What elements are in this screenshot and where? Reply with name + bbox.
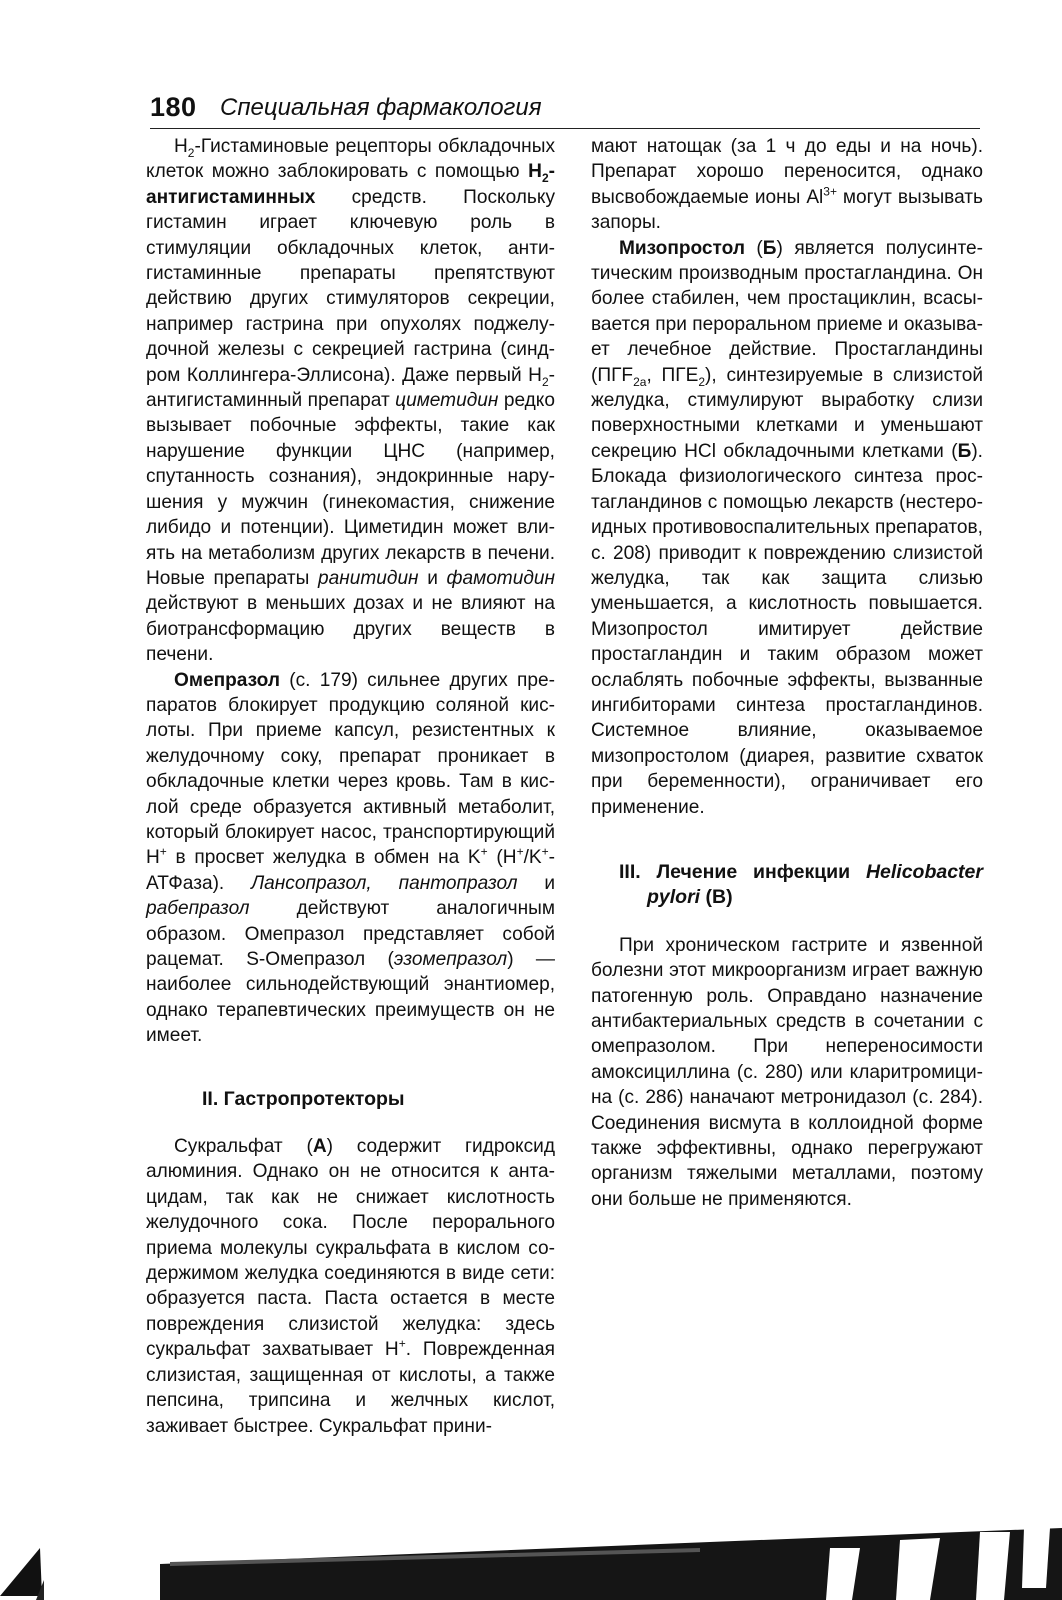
- paragraph-sucralfate-continued: мают натощак (за 1 ч до еды и на ночь). Препарат хорошо переносится, однако высвобождаемые ионы $Al^{3+}$ могут вызывать запоры.: [591, 136, 983, 234]
- section-heading-helicobacter: III. Лечение инфекции Helicobacter pylori (В): [619, 860, 983, 909]
- page-number: 180: [150, 92, 197, 122]
- left-column: [146, 134, 555, 1439]
- page-header: [150, 88, 980, 129]
- paragraph-misoprostol: Мизопростол (Б) является полусинтетическим производным простагландина. Он более стабилен, чем простациклин, всасывается при пероральном приеме и оказывает лечебное действие. Простагландины ($ПГF_{2a}$, $ПГЕ_2$), синтезируемые в слизистой желудка, стимулируют выработку слизи поверхностными клетками и уменьшают секрецию HCl обкладочными клетками (Б). Блокада физиологического синтеза простагландинов с помощью лекарств (нестероидных противовоспалительных препаратов, с. 208) приводит к повреждению слизистой желудка, так как защита слизью уменьшается, а кислотность повышается. Мизопростол имитирует действие простагландин и таким образом может ослаблять побочные эффекты, вызванные ингибиторами синтеза простагландинов. Системное влияние, оказываемое мизопростолом (диарея, развитие схваток при беременности), ограничивает его применение.: [591, 237, 983, 818]
- running-title: Специальная фармакология: [220, 94, 542, 121]
- scan-edge-artifact: [0, 1488, 1062, 1600]
- section-heading-gastroprotectors: II. Гастропротекторы: [202, 1087, 405, 1110]
- paragraph-helicobacter-treatment: При хроническом гастрите и язвенной болезни этот микроорганизм играет важную патогенную роль. Оправдано назначение антибактериальных средств в сочетании с омепразолом. При непереносимости амоксициллина (с. 280) или кларитромицина (с. 286) наначают метронидазол (с. 284). Соединения висмута в коллоидной форме также эффективны, однако перегружают организм тяжелыми металлами, поэтому они больше не применяются.: [591, 934, 983, 1210]
- paragraph-h2-blockers: $H_2$-Гистаминовые рецепторы обкладочных клеток можно заблокировать с помощью $H_2$-антигистаминных средств. Поскольку гистамин играет ключевую роль в стимуляции обкладочных клеток, антигистаминные препараты препятствуют действию других стимуляторов секреции, например гастрина при опухолях поджелудочной железы с секрецией гастрина (синдром Коллингера-Эллисона). Даже первый $H_2$-антигистаминный препарат циметидин редко вызывает побочные эффекты, такие как нарушение функции ЦНС (например, спутанность сознания), эндокринные нарушения у мужчин (гинекомастия, снижение либидо и потенции). Циметидин может влиять на метаболизм других лекарств в печени. Новые препараты ранитидин и фамотидин действуют в меньших дозах и не влияют на биотрансформацию других веществ в печени.: [146, 136, 556, 666]
- paragraph-sucralfate: Сукральфат (А) содержит гидроксид алюминия. Однако он не относится к антацидам, так как не снижает кислотность желудочного сока. После перорального приема молекулы сукральфата в кислом содержимом желудка соединяются в виде сети: образуется паста. Паста остается в месте повреждения слизистой желудка: здесь сукральфат захватывает H+. Поврежденная слизистая, защищенная от кислоты, а также пепсина, трипсина и желчных кислот, заживает быстрее. Сукральфат прини-: [146, 1136, 556, 1437]
- paragraph-omeprazole: Омепразол (с. 179) сильнее других препаратов блокирует продукцию соляной кислоты. При приеме капсул, резистентных к желудочному соку, препарат проникает в обкладочные клетки через кровь. Там в кислой среде образуется активный метаболит, который блокирует насос, транспортирующий H+ в просвет желудка в обмен на K+ (H+/K+-АТФаза). Лансопразол, пантопразол и рабепразол действуют аналогичным образом. Омепразол представляет собой рацемат. S-Омепразол (эзомепразол) — наиболее сильнодействующий энантиомер, однако терапевтических преимуществ он не имеет.: [146, 669, 556, 1047]
- right-column: [591, 134, 983, 1212]
